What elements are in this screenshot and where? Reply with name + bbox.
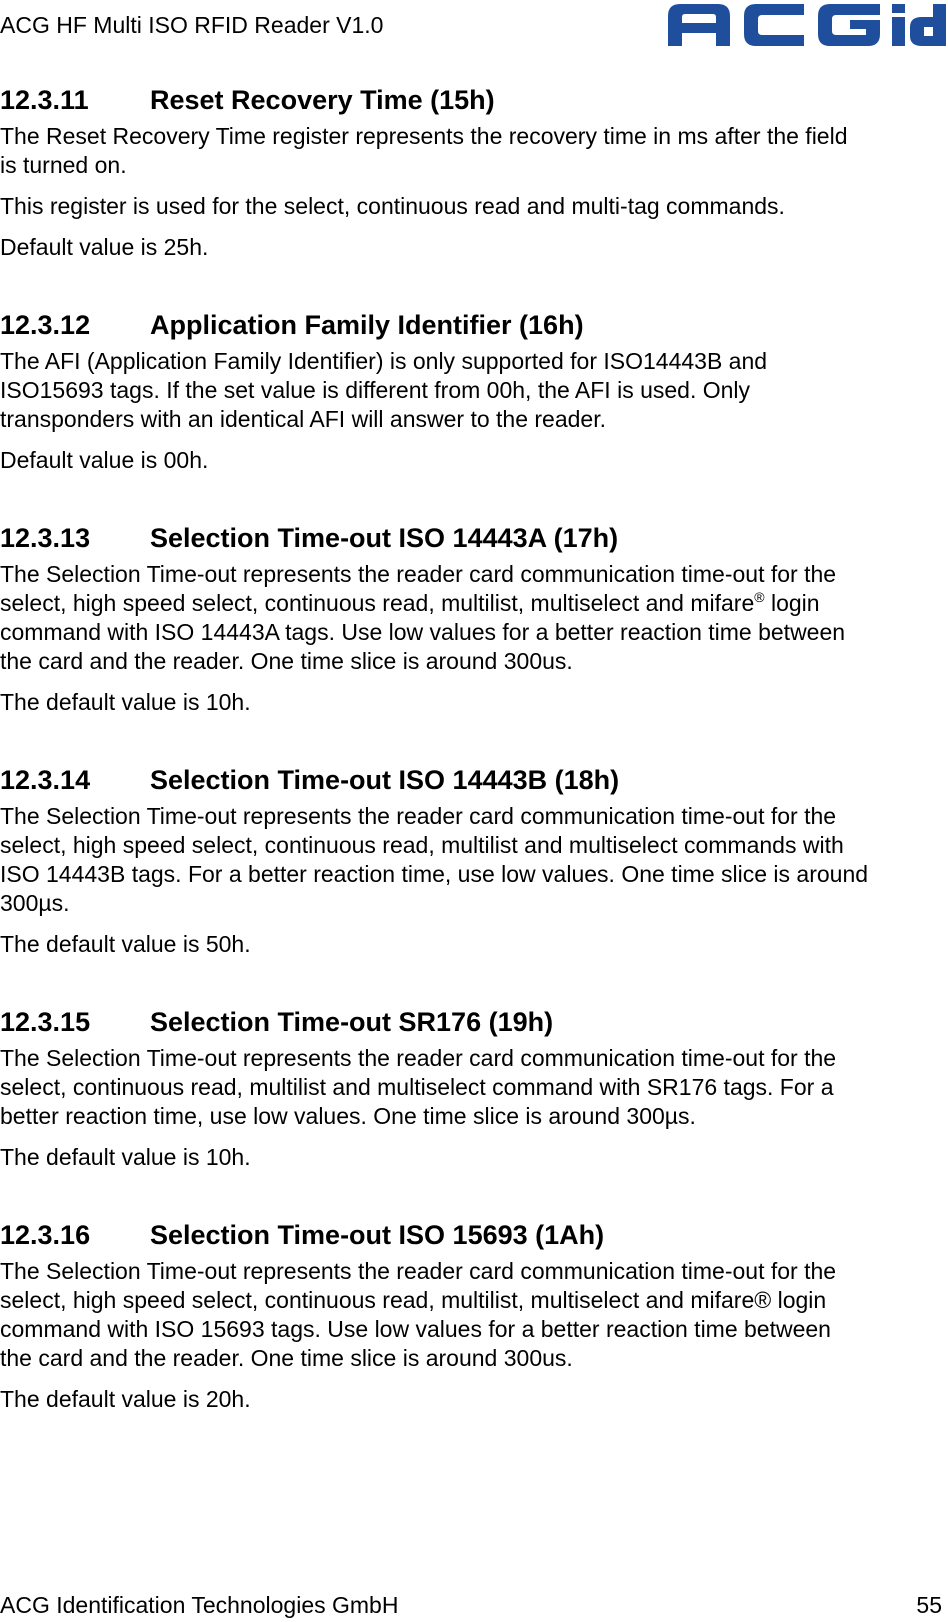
section-12-3-14 bbox=[0, 762, 946, 959]
section-number: 12.3.16 bbox=[0, 1220, 91, 1250]
paragraph bbox=[0, 802, 946, 918]
text-line: is turned on. bbox=[0, 152, 127, 178]
text-line: The default value is 10h. bbox=[0, 689, 251, 715]
text-line: The AFI (Application Family Identifier) is only supported for ISO14443B and bbox=[0, 348, 768, 374]
paragraph bbox=[0, 1143, 946, 1172]
text-line: ISO15693 tags. If the set value is different from 00h, the AFI is used. Only bbox=[0, 377, 751, 403]
paragraph bbox=[0, 1385, 946, 1414]
footer-company-name: ACG Identification Technologies GmbH bbox=[0, 1592, 399, 1618]
paragraph bbox=[0, 930, 946, 959]
section-number: 12.3.14 bbox=[0, 765, 91, 795]
text-line: the card and the reader. One time slice is around 300us. bbox=[0, 648, 573, 674]
text-line: ISO 14443B tags. For a better reaction time, use low values. One time slice is around bbox=[0, 861, 869, 887]
section-number: 12.3.13 bbox=[0, 523, 91, 553]
text-line: 300µs. bbox=[0, 890, 70, 916]
text-line: The Selection Time-out represents the reader card communication time-out for the bbox=[0, 1045, 837, 1071]
text-fragment: select, high speed select, continuous read, multilist, multiselect and mifare bbox=[0, 590, 755, 616]
text-line: The Selection Time-out represents the reader card communication time-out for the bbox=[0, 803, 837, 829]
acg-id-logo bbox=[666, 0, 948, 50]
registered-mark: ® bbox=[754, 589, 765, 605]
text-line: The Selection Time-out represents the reader card communication time-out for the bbox=[0, 1258, 837, 1284]
text-line bbox=[0, 589, 946, 618]
section-number: 12.3.11 bbox=[0, 85, 89, 115]
section-12-3-13 bbox=[0, 520, 946, 717]
section-title: Selection Time-out ISO 14443B (18h) bbox=[150, 765, 620, 795]
text-line: Default value is 00h. bbox=[0, 447, 209, 473]
document-header-title: ACG HF Multi ISO RFID Reader V1.0 bbox=[0, 12, 384, 38]
section-heading bbox=[0, 520, 946, 556]
text-line: command with ISO 14443A tags. Use low values for a better reaction time between bbox=[0, 619, 846, 645]
text-line: select, high speed select, continuous read, multilist, multiselect and mifare® login bbox=[0, 1287, 827, 1313]
section-12-3-11 bbox=[0, 82, 946, 262]
section-title: Selection Time-out ISO 15693 (1Ah) bbox=[150, 1220, 605, 1250]
text-line: The Selection Time-out represents the reader card communication time-out for the bbox=[0, 561, 837, 587]
section-heading bbox=[0, 1004, 946, 1040]
section-title: Application Family Identifier (16h) bbox=[150, 310, 584, 340]
section-12-3-16 bbox=[0, 1217, 946, 1414]
section-12-3-15 bbox=[0, 1004, 946, 1172]
section-12-3-12 bbox=[0, 307, 946, 475]
paragraph bbox=[0, 122, 946, 180]
text-line: better reaction time, use low values. One time slice is around 300µs. bbox=[0, 1103, 696, 1129]
section-title: Selection Time-out SR176 (19h) bbox=[150, 1007, 554, 1037]
section-title: Reset Recovery Time (15h) bbox=[150, 85, 495, 115]
document-body bbox=[0, 82, 946, 1426]
section-number: 12.3.12 bbox=[0, 310, 91, 340]
text-line: transponders with an identical AFI will answer to the reader. bbox=[0, 406, 606, 432]
paragraph bbox=[0, 1044, 946, 1131]
text-fragment: login bbox=[764, 590, 820, 616]
section-heading bbox=[0, 1217, 946, 1253]
section-heading bbox=[0, 762, 946, 798]
paragraph bbox=[0, 688, 946, 717]
paragraph bbox=[0, 446, 946, 475]
paragraph bbox=[0, 1257, 946, 1373]
section-heading bbox=[0, 307, 946, 343]
text-line: The Reset Recovery Time register represents the recovery time in ms after the field bbox=[0, 123, 848, 149]
paragraph bbox=[0, 347, 946, 434]
text-line: select, high speed select, continuous read, multilist and multiselect commands with bbox=[0, 832, 844, 858]
section-title: Selection Time-out ISO 14443A (17h) bbox=[150, 523, 619, 553]
text-line: select, continuous read, multilist and multiselect command with SR176 tags. For a bbox=[0, 1074, 834, 1100]
text-line: The default value is 50h. bbox=[0, 931, 251, 957]
text-line: The default value is 10h. bbox=[0, 1144, 251, 1170]
paragraph bbox=[0, 560, 946, 676]
paragraph bbox=[0, 192, 946, 221]
text-line: command with ISO 15693 tags. Use low values for a better reaction time between bbox=[0, 1316, 831, 1342]
text-line: This register is used for the select, continuous read and multi-tag commands. bbox=[0, 193, 785, 219]
text-line: The default value is 20h. bbox=[0, 1386, 251, 1412]
paragraph bbox=[0, 233, 946, 262]
text-line: the card and the reader. One time slice is around 300us. bbox=[0, 1345, 573, 1371]
section-heading bbox=[0, 82, 946, 118]
section-number: 12.3.15 bbox=[0, 1007, 91, 1037]
text-line: Default value is 25h. bbox=[0, 234, 209, 260]
page-number: 55 bbox=[916, 1592, 942, 1618]
